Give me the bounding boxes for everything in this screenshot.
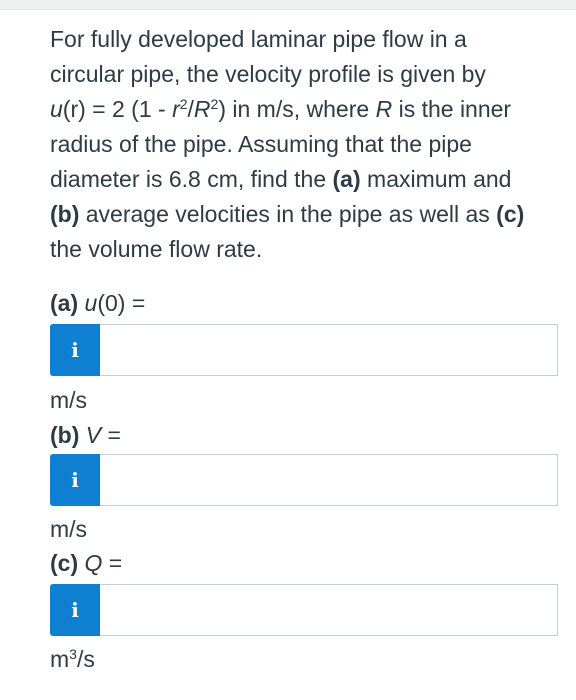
info-icon-button[interactable]: [50, 454, 100, 506]
question-line: radius of the pipe. Assuming that the pipe: [50, 131, 472, 157]
question-line: u(r) = 2 $(1 - r^2/R^2)$ in m/s, where R is the inner: [50, 96, 512, 122]
question-text: [50, 22, 560, 267]
info-icon: i: [71, 598, 79, 622]
question-line: the volume flow rate.: [50, 236, 263, 262]
part-a-answer-input[interactable]: [100, 324, 558, 376]
question-line: diameter is 6.8 cm, find the (a) maximum and: [50, 166, 512, 192]
part-a-label: (a) u(0) =: [50, 290, 146, 316]
var-u: u: [50, 96, 63, 122]
part-a-answer-row: [50, 324, 558, 376]
part-a-unit: m/s: [50, 387, 88, 413]
question-line: circular pipe, the velocity profile is given by: [50, 61, 486, 87]
part-c-answer-input[interactable]: [100, 584, 558, 636]
part-c-answer-row: [50, 584, 558, 636]
part-b-answer-input[interactable]: [100, 454, 558, 506]
top-bar: [0, 0, 576, 10]
part-c-unit: $m^3/s$: [50, 646, 95, 672]
info-icon: i: [71, 468, 79, 492]
part-b-answer-row: [50, 454, 558, 506]
info-icon-button[interactable]: [50, 324, 100, 376]
part-b-unit: m/s: [50, 516, 88, 542]
question-line: For fully developed laminar pipe flow in a: [50, 26, 467, 52]
part-b-label: (b) V =: [50, 422, 121, 448]
part-c-label: (c) Q =: [50, 550, 123, 576]
info-icon-button[interactable]: [50, 584, 100, 636]
question-line: (b) average velocities in the pipe as well as (c): [50, 201, 525, 227]
info-icon: i: [71, 338, 79, 362]
